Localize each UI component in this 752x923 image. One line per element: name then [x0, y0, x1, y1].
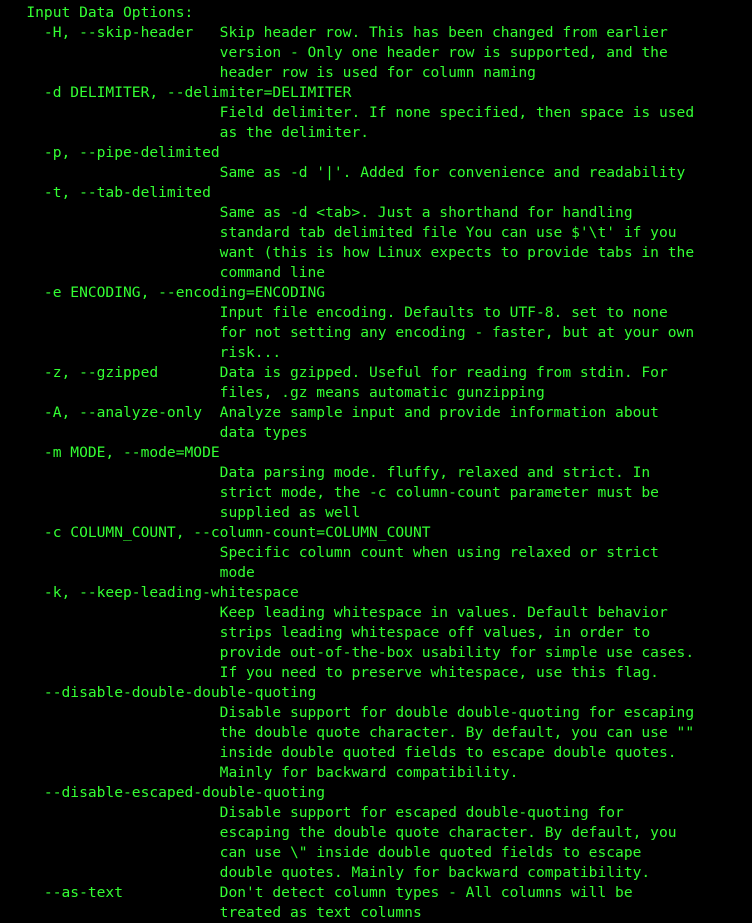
terminal-line: Disable support for escaped double-quoting for [0, 804, 624, 821]
terminal-line: files, .gz means automatic gunzipping [0, 384, 545, 401]
terminal-line: Specific column count when using relaxed or strict [0, 544, 659, 561]
terminal-line: strict mode, the -c column-count parameter must be [0, 484, 659, 501]
terminal-line: want (this is how Linux expects to provide tabs in the [0, 244, 695, 261]
terminal-line: -z, --gzipped Data is gzipped. Useful for reading from stdin. For [0, 364, 668, 381]
terminal-line: supplied as well [0, 504, 361, 521]
terminal-line: Same as -d '|'. Added for convenience and readability [0, 164, 686, 181]
terminal-line: Data parsing mode. fluffy, relaxed and strict. In [0, 464, 651, 481]
terminal-line: -k, --keep-leading-whitespace [0, 584, 299, 601]
terminal-line: --disable-double-double-quoting [0, 684, 317, 701]
terminal-line: -d DELIMITER, --delimiter=DELIMITER [0, 84, 352, 101]
terminal-line: -H, --skip-header Skip header row. This has been changed from earlier [0, 24, 668, 41]
terminal-line: strips leading whitespace off values, in order to [0, 624, 651, 641]
terminal-line: risk... [0, 344, 282, 361]
terminal-line: -t, --tab-delimited [0, 184, 211, 201]
terminal-line: Input Data Options: [0, 4, 194, 21]
terminal-line: for not setting any encoding - faster, but at your own [0, 324, 695, 341]
terminal-line: Field delimiter. If none specified, then space is used [0, 104, 695, 121]
terminal-line: escaping the double quote character. By default, you [0, 824, 677, 841]
terminal-line: the double quote character. By default, you can use "" [0, 724, 695, 741]
terminal-line: -c COLUMN_COUNT, --column-count=COLUMN_COUNT [0, 524, 431, 541]
terminal-line: Same as -d <tab>. Just a shorthand for handling [0, 204, 633, 221]
terminal-line: Mainly for backward compatibility. [0, 764, 519, 781]
terminal-line: header row is used for column naming [0, 64, 536, 81]
terminal-line: mode [0, 564, 255, 581]
terminal-line: -m MODE, --mode=MODE [0, 444, 220, 461]
terminal-line: double quotes. Mainly for backward compatibility. [0, 864, 651, 881]
terminal-line: standard tab delimited file You can use $'\t' if you [0, 224, 677, 241]
terminal-line: -A, --analyze-only Analyze sample input and provide information about [0, 404, 659, 421]
terminal-line: treated as text columns [0, 904, 422, 921]
terminal-line: version - Only one header row is supported, and the [0, 44, 668, 61]
terminal-line: data types [0, 424, 308, 441]
terminal-line: Disable support for double double-quoting for escaping [0, 704, 695, 721]
terminal-line: --disable-escaped-double-quoting [0, 784, 326, 801]
terminal-line: command line [0, 264, 326, 281]
terminal-line: as the delimiter. [0, 124, 370, 141]
terminal-line: --as-text Don't detect column types - All columns will be [0, 884, 633, 901]
terminal-line: Input file encoding. Defaults to UTF-8. set to none [0, 304, 668, 321]
terminal-line: -p, --pipe-delimited [0, 144, 220, 161]
terminal-line: -e ENCODING, --encoding=ENCODING [0, 284, 326, 301]
terminal-line: provide out-of-the-box usability for simple use cases. [0, 644, 695, 661]
terminal-line: If you need to preserve whitespace, use this flag. [0, 664, 659, 681]
terminal-line: Keep leading whitespace in values. Default behavior [0, 604, 668, 621]
terminal-line: inside double quoted fields to escape double quotes. [0, 744, 677, 761]
terminal-line: can use \" inside double quoted fields to escape [0, 844, 642, 861]
